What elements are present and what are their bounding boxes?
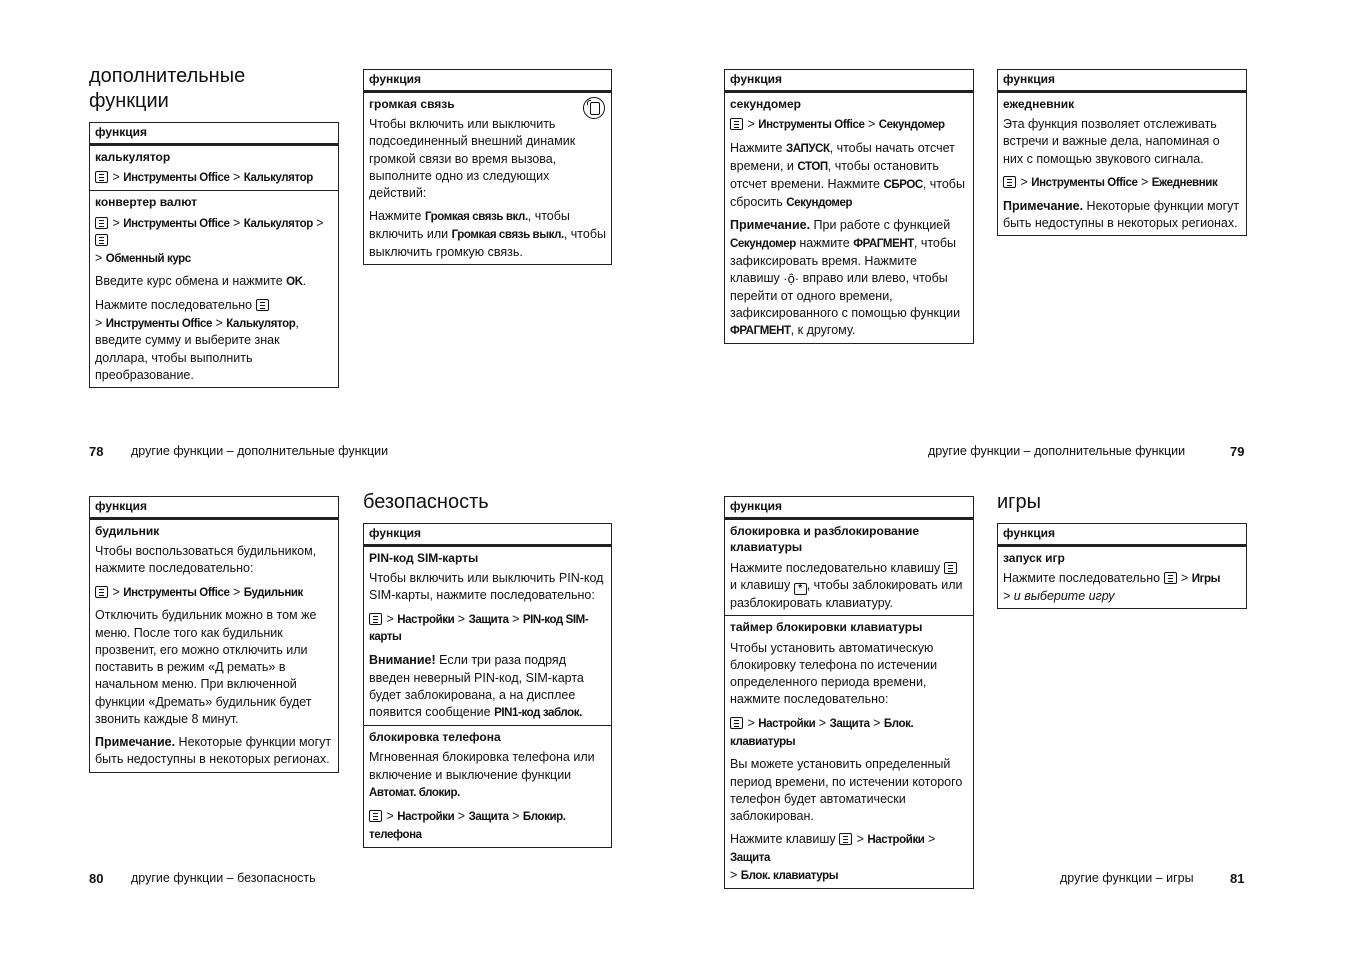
row-name: будильник xyxy=(95,523,160,538)
menu-key-icon xyxy=(1003,176,1016,188)
table-header: функция xyxy=(90,497,338,519)
alarm-text1: Чтобы воспользоваться будильником, нажмите последовательно: xyxy=(95,544,317,576)
speakerphone-row xyxy=(364,92,611,265)
handset-icon xyxy=(583,97,605,119)
keypad-text: Нажмите последовательно клавишу и клавишу * , чтобы заблокировать или разблокировать клавиатуру. xyxy=(730,560,963,610)
row-name: громкая связь xyxy=(369,96,455,111)
pin-row: PIN-код SIM-карты Чтобы включить или выключить PIN-код SIM-карты, нажмите последовательно: > Настройки > Защита > PIN-код SIM-карты Внимание! Если три раза подряд введен неверный PIN-код, SIM-карта будет заблокирована, а на дисплее появится сообщение PIN1-код заблок. xyxy=(364,546,611,725)
footer-79: другие функции – дополнительные функции xyxy=(928,444,1186,458)
menu-key-icon xyxy=(730,717,743,729)
speaker-text2: Нажмите Громкая связь вкл., чтобы включить или Громкая связь выкл., чтобы выключить громкую связь. xyxy=(369,209,606,260)
menu-key-icon xyxy=(944,562,957,574)
page-number-79: 79 xyxy=(1230,444,1245,459)
table-header: функция xyxy=(364,70,611,92)
row-name: блокировка телефона xyxy=(369,729,501,744)
footer-78: другие функции – дополнительные функции xyxy=(131,444,389,458)
star-key-icon: * xyxy=(794,583,807,595)
datebook-text1: Эта функция позволяет отслеживать встречи и важные дела, напоминая о них с помощью звукового сигнала. xyxy=(1003,117,1220,166)
alarm-note: Примечание. Некоторые функции могут быть недоступны в некоторых регионах. xyxy=(95,735,332,767)
pin-warning: Внимание! Если три раза подряд введен неверный PIN-код, SIM-карта будет заблокирована, а на дисплее появится сообщение PIN1-код заблок. xyxy=(369,653,584,720)
stopwatch-text1: Нажмите ЗАПУСК, чтобы начать отсчет времени, и СТОП, чтобы остановить отсчет времени. Нажмите СБРОС, чтобы сбросить Секундомер xyxy=(730,140,965,209)
stopwatch-table xyxy=(724,69,974,344)
games-table xyxy=(997,523,1247,609)
table-header: функция xyxy=(998,524,1246,546)
stopwatch-note: Примечание. При работе с функцией Секундомер нажмите ФРАГМЕНТ, чтобы зафиксировать время. Нажмите клавишу ·ộ· вправо или влево, чтобы перейти от одного времени, зафиксированного с помощью функции ФРАГМЕНТ, к другому. xyxy=(730,218,961,338)
menu-key-icon xyxy=(95,217,108,229)
keypad-timer-row: таймер блокировки клавиатуры Чтобы установить автоматическую блокировку телефона по истечении определенного периода времени, нажмите последовательно: > Настройки > Защита > Блок. клавиатуры Вы можете установить определенный период времени, по истечении которого телефон будет автоматически заблокирован. Нажмите клавишу > Настройки > Защита > Блок. клавиатуры xyxy=(725,615,973,888)
row-name: ежедневник xyxy=(1003,96,1075,111)
page-number-78: 78 xyxy=(89,444,104,459)
menu-key-icon xyxy=(369,810,382,822)
page-number-80: 80 xyxy=(89,871,104,886)
row-name: конвертер валют xyxy=(95,194,198,209)
row-name: блокировка и разблокирование клавиатуры xyxy=(730,523,920,555)
speakerphone-table xyxy=(363,69,612,265)
stopwatch-row: секундомер > Инструменты Office > Секундомер Нажмите ЗАПУСК, чтобы начать отсчет времени, и СТОП, чтобы остановить отсчет времени. Нажмите СБРОС, чтобы сбросить Секундомер Примечание. При работе с функцией Секундомер нажмите ФРАГМЕНТ, чтобы зафиксировать время. Нажмите клавишу ·ộ· вправо или влево, чтобы перейти от одного времени, зафиксированного с помощью функции ФРАГМЕНТ, к другому. xyxy=(725,92,973,344)
datebook-row: ежедневник Эта функция позволяет отслеживать встречи и важные дела, напоминая о них с помощью звукового сигнала. > Инструменты Office > Ежедневник Примечание. Некоторые функции могут быть недоступны в некоторых регионах. xyxy=(998,92,1246,236)
menu-key-icon xyxy=(95,234,108,246)
menu-key-icon xyxy=(256,299,269,311)
menu-key-icon xyxy=(730,118,743,130)
nav-key-icon: ·ộ· xyxy=(783,270,800,286)
footer-80: другие функции – безопасность xyxy=(131,871,316,885)
table-header: функция xyxy=(364,524,611,546)
table-header: функция xyxy=(725,497,973,519)
row-name: калькулятор xyxy=(95,149,171,164)
converter-row: конвертер валют > Инструменты Office > Калькулятор > > Обменный курс Введите курс обмена и нажмите OK. Нажмите последовательно > Инструменты Office > Калькулятор, введите сумму и выберите знак доллара, чтобы выполнить преобразование. xyxy=(90,190,338,387)
lock-text: Мгновенная блокировка телефона или включение и выключение функции Автомат. блокир. xyxy=(369,750,595,799)
alarm-row: будильник Чтобы воспользоваться будильником, нажмите последовательно: > Инструменты Office > Будильник Отключить будильник можно в том же меню. После того как будильник прозвенит, его можно отключить или поставить в режим «Д ремать» в начальном меню. При включенной функции «Дремать» будильник будет звонить каждые 8 минут. Примечание. Некоторые функции могут быть недоступны в некоторых регионах. xyxy=(90,519,338,772)
datebook-table xyxy=(997,69,1247,236)
pin-text: Чтобы включить или выключить PIN-код SIM-карты, нажмите последовательно: xyxy=(369,571,604,603)
keypad-lock-table xyxy=(724,496,974,889)
games-text: Нажмите последовательно > Игры > и выберите игру xyxy=(1003,571,1221,603)
row-name: таймер блокировки клавиатуры xyxy=(730,620,923,635)
heading-line1: дополнительные xyxy=(89,65,246,87)
row-name: PIN-код SIM-карты xyxy=(369,550,479,565)
phone-lock-row: блокировка телефона Мгновенная блокировка телефона или включение и выключение функции Автомат. блокир. > Настройки > Защита > Блокир. телефона xyxy=(364,725,611,847)
menu-key-icon xyxy=(95,586,108,598)
games-row xyxy=(998,546,1246,609)
row-name: запуск игр xyxy=(1003,550,1065,565)
heading-line2: функции xyxy=(89,90,169,112)
table-header: функция xyxy=(90,123,338,145)
page-number-81: 81 xyxy=(1230,871,1245,886)
datebook-note: Примечание. Некоторые функции могут быть недоступны в некоторых регионах. xyxy=(1003,198,1240,230)
timer-text: Чтобы установить автоматическую блокировку телефона по истечении определенного периода времени, нажмите последовательно: xyxy=(730,640,938,707)
calc-row: калькулятор > Инструменты Office > Калькулятор xyxy=(90,145,338,190)
footer-81: другие функции – игры xyxy=(1060,871,1194,885)
keypad-lock-row xyxy=(725,519,973,616)
row-name: секундомер xyxy=(730,96,801,111)
converter-text1: Введите курс обмена и нажмите OK. xyxy=(95,274,307,289)
timer-text2: Вы можете установить определенный период времени, по истечении которого телефон будет автоматически заблокирован. xyxy=(730,757,963,824)
menu-key-icon xyxy=(95,171,108,183)
games-heading: игры xyxy=(997,491,1041,513)
alarm-table xyxy=(89,496,339,773)
timer-text3: Нажмите клавишу > Настройки > Защита > Блок. клавиатуры xyxy=(730,832,936,883)
security-heading: безопасность xyxy=(363,491,489,513)
table-header: функция xyxy=(725,70,973,92)
menu-key-icon xyxy=(1164,572,1177,584)
speaker-text1: Чтобы включить или выключить подсоединенный внешний динамик громкой связи во время вызова, выполните одно из следующих действий: xyxy=(369,117,576,201)
calc-table xyxy=(89,122,339,388)
alarm-text2: Отключить будильник можно в том же меню. После того как будильник прозвенит, его можно отключить или поставить в режим «Д ремать» в начальном меню. При включенной функции «Дремать» будильник будет звонить каждые 8 минут. xyxy=(95,608,317,726)
menu-key-icon xyxy=(369,613,382,625)
menu-key-icon xyxy=(839,833,852,845)
page78-heading xyxy=(89,64,245,114)
security-table xyxy=(363,523,612,848)
table-header: функция xyxy=(998,70,1246,92)
converter-text2: Нажмите последовательно > Инструменты Office > Калькулятор, введите сумму и выберите знак доллара, чтобы выполнить преобразование. xyxy=(95,298,299,382)
